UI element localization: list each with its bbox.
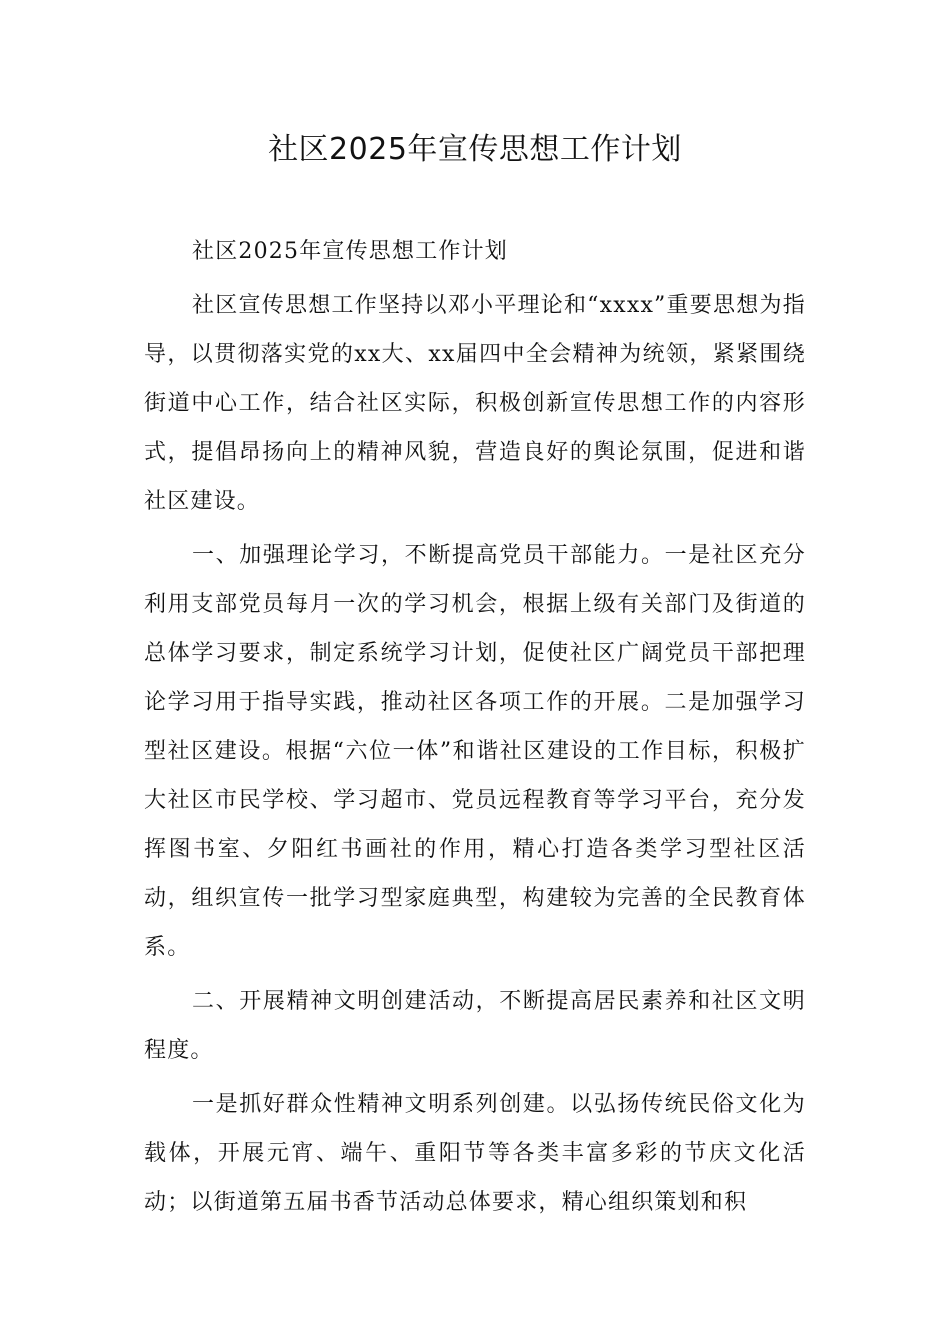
paragraph-section-2-heading: 二、开展精神文明创建活动，不断提高居民素养和社区文明程度。	[144, 989, 806, 1063]
paragraph-intro: 社区宣传思想工作坚持以邓小平理论和“xxxx”重要思想为指导，以贯彻落实党的xx大、xx届四中全会精神为统领，紧紧围绕街道中心工作，结合社区实际，积极创新宣传思想工作的内容形式，提倡昂扬向上的精神风貌，营造良好的舆论氛围，促进和谐社区建设。	[144, 293, 806, 514]
paragraph-section-2-item-1: 一是抓好群众性精神文明系列创建。以弘扬传统民俗文化为载体，开展元宵、端午、重阳节等各类丰富多彩的节庆文化活动；以街道第五届书香节活动总体要求，精心组织策划和积	[144, 1092, 806, 1215]
paragraph-section-1: 一、加强理论学习，不断提高党员干部能力。一是社区充分利用支部党员每月一次的学习机会，根据上级有关部门及街道的总体学习要求，制定系统学习计划，促使社区广阔党员干部把理论学习用于指导实践，推动社区各项工作的开展。二是加强学习型社区建设。根据“六位一体”和谐社区建设的工作目标，积极扩大社区市民学校、学习超市、党员远程教育等学习平台，充分发挥图书室、夕阳红书画社的作用，精心打造各类学习型社区活动，组织宣传一批学习型家庭典型，构建较为完善的全民教育体系。	[144, 543, 806, 960]
paragraph-subtitle: 社区2025年宣传思想工作计划	[192, 239, 508, 264]
document-title: 社区2025年宣传思想工作计划	[268, 132, 682, 167]
document-body	[144, 227, 806, 1232]
